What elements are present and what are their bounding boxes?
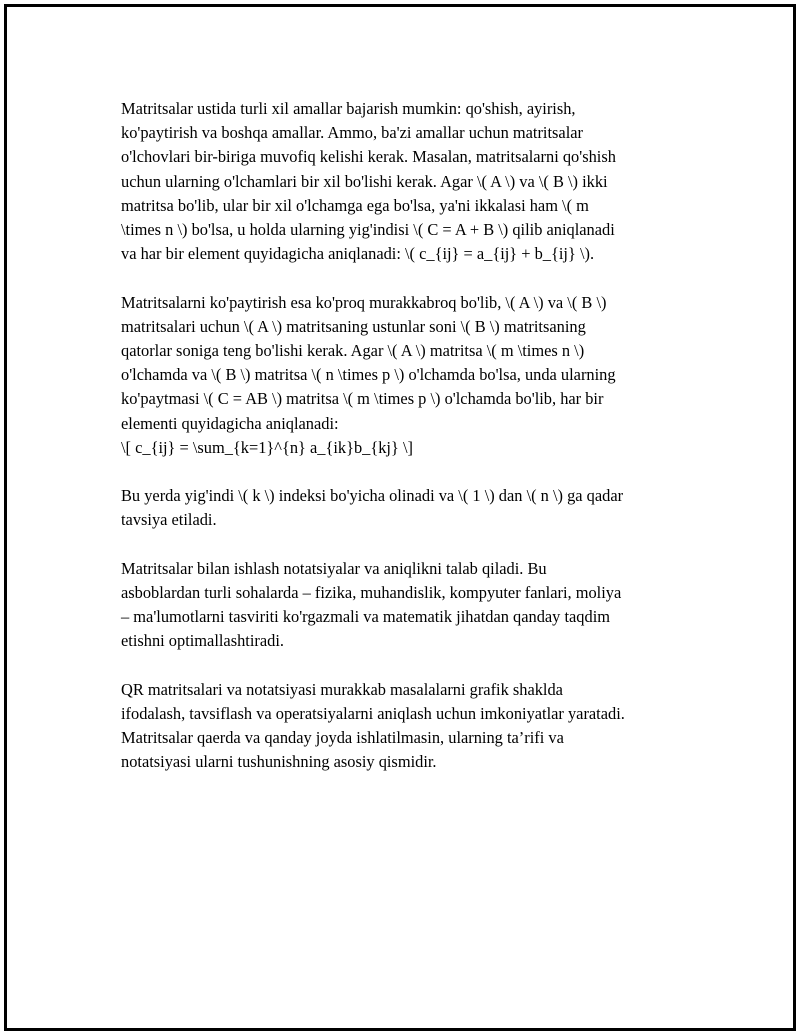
paragraph-matrix-operations: Matritsalar ustida turli xil amallar bajarish mumkin: qo'shish, ayirish, ko'paytirish va boshqa amallar. Ammo, ba'zi amallar uchun matritsalar o'lchovlari bir-biriga muvofiq kelishi kerak. Masalan, matritsalarni qo'shish uchun ularning o'lchamlari bir xil bo'lishi kerak. Agar \( A \) va \( B \) ikki matritsa bo'lib, ular bir xil o'lchamga ega bo'lsa, ya'ni ikkalasi ham \( m \times n \) bo'lsa, u holda ularning yig'indisi \( C = A + B \) qilib aniqlanadi va har bir element quyidagicha aniqlanadi: \( c_{ij} = a_{ij} + b_{ij} \). [121,99,616,264]
document-body [121,97,701,799]
page-frame [4,4,796,1031]
paragraph-applications: Matritsalar bilan ishlash notatsiyalar va aniqlikni talab qiladi. Bu asboblardan turli sohalarda – fizika, muhandislik, kompyuter fanlari, moliya – ma'lumotlarni tasviriti ko'rgazmali va matematik jihatdan qanday taqdim etishni optimallashtiradi. [121,558,622,651]
paragraph-summation-index: Bu yerda yig'indi \( k \) indeksi bo'yicha olinadi va \( 1 \) dan \( n \) ga qadar tavsiya etiladi. [121,486,624,530]
paragraph-qr-matrices: QR matritsalari va notatsiyasi murakkab masalalarni grafik shaklda ifodalash, tavsiflash va operatsiyalarni aniqlash uchun imkoniyatlar yaratadi. Matritsalar qaerda va qanday joyda ishlatilmasin, ularning ta’rifi va notatsiyasi ularni tushunishning asosiy qismidir. [121,679,625,772]
paragraph-matrix-multiplication: Matritsalarni ko'paytirish esa ko'proq murakkabroq bo'lib, \( A \) va \( B \) matritsalari uchun \( A \) matritsaning ustunlar soni \( B \) matritsaning qatorlar soniga teng bo'lishi kerak. Agar \( A \) matritsa \( m \times n \) o'lchamda va \( B \) matritsa \( n \times p \) o'lchamda bo'lsa, unda ularning ko'paytmasi \( C = AB \) matritsa \( m \times p \) o'lchamda bo'lib, har bir elementi quyidagicha aniqlanadi: \[ c_{ij} = \sum_{k=1}^{n} a_{ik}b_{kj} \] [121,292,616,457]
